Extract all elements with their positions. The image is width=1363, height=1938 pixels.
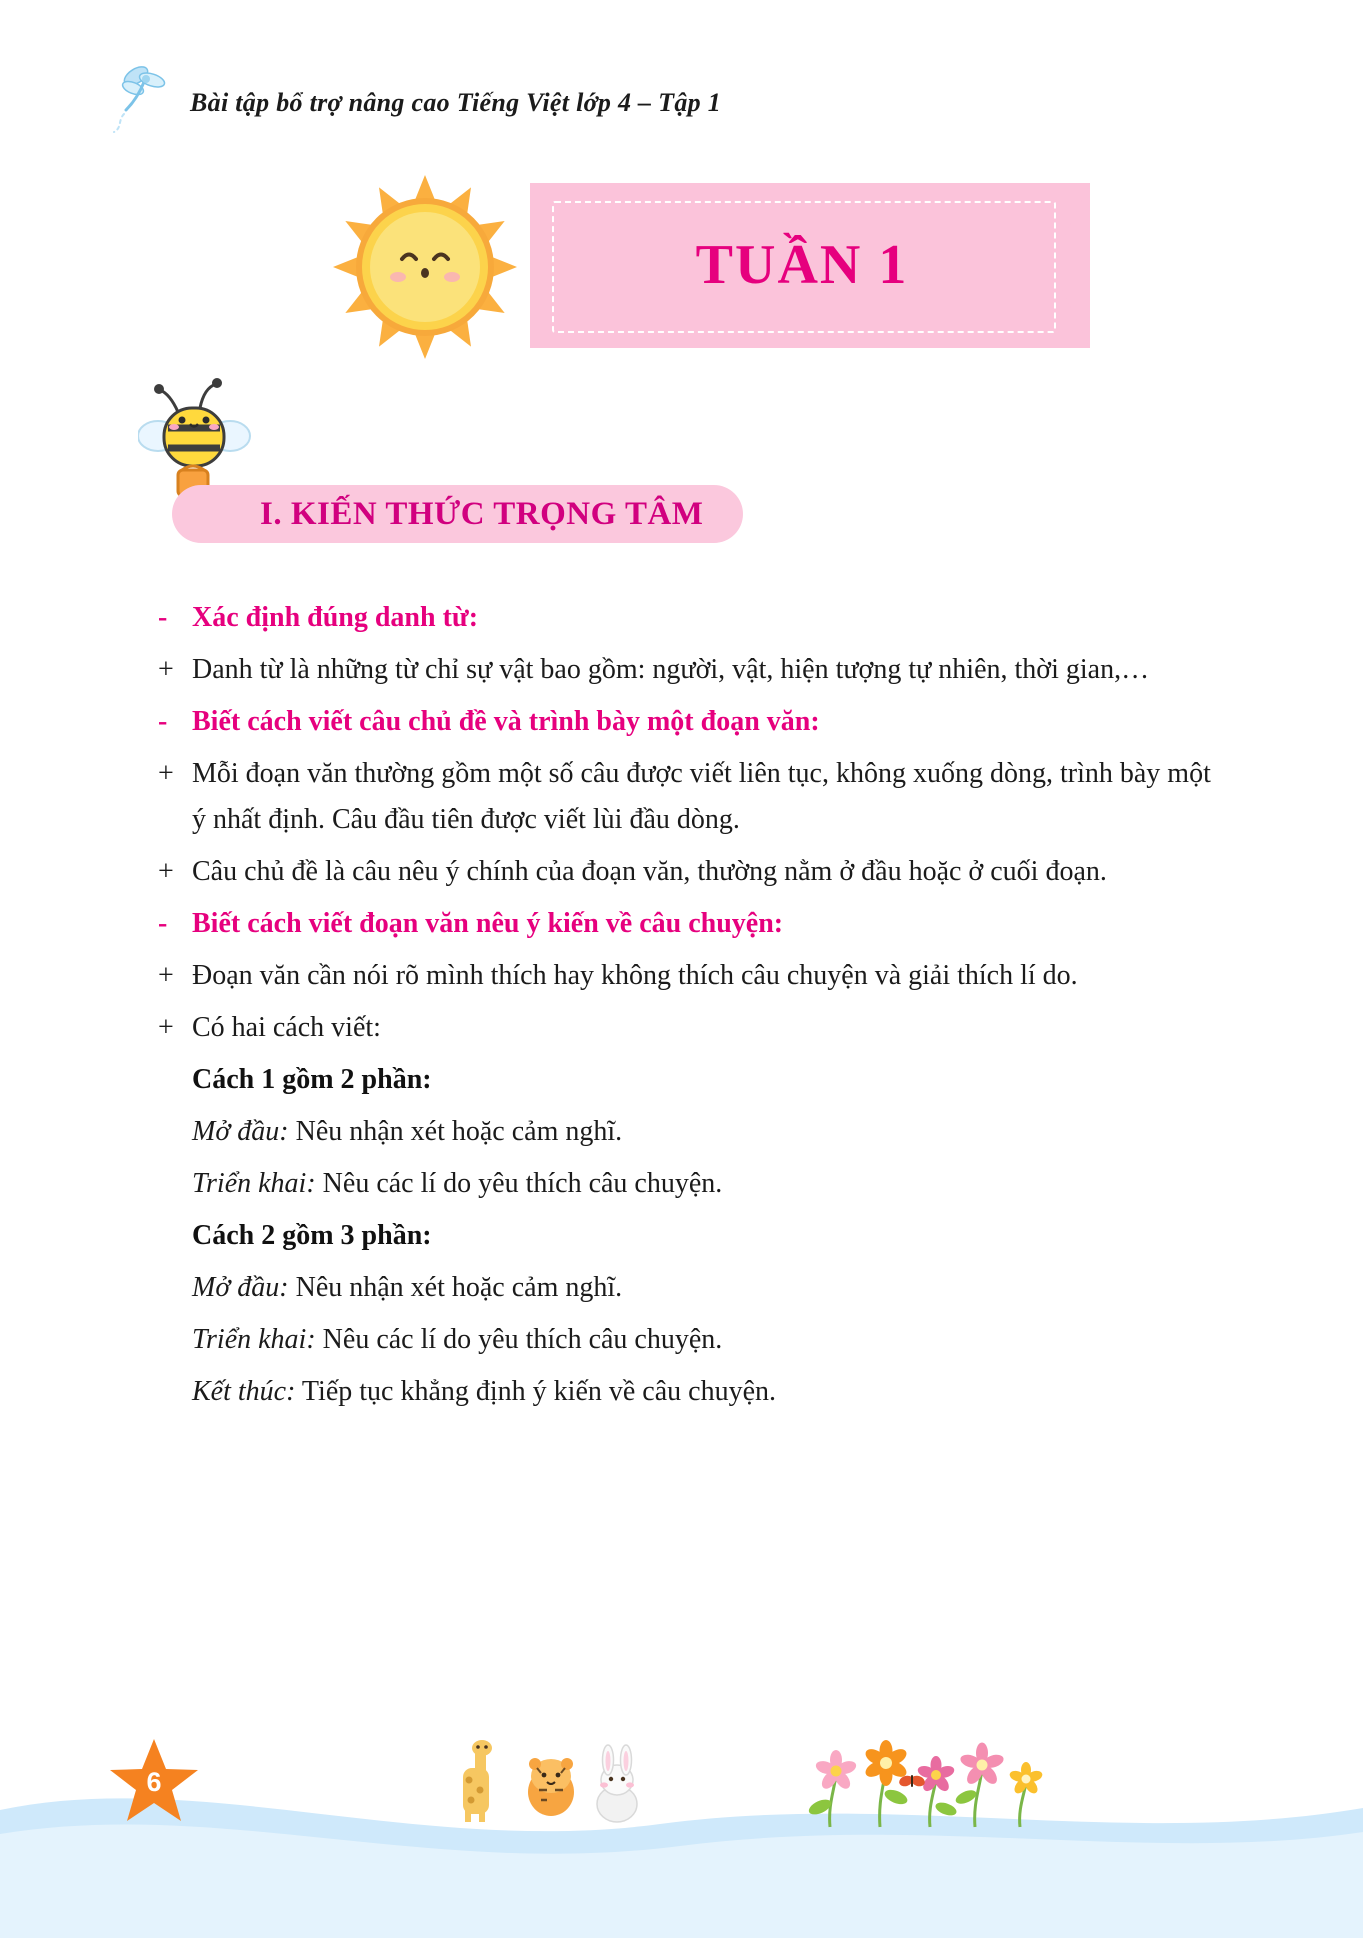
wave-icon (0, 1738, 1363, 1938)
rabbit-icon (597, 1745, 637, 1822)
method-2-part-1-text: Nêu nhận xét hoặc cảm nghĩ. (295, 1272, 623, 1303)
knowledge-heading-1: Xác định đúng danh từ: (192, 602, 479, 633)
section-title: I. KIẾN THỨC TRỌNG TÂM (260, 495, 704, 532)
method-2-part-3-label: Kết thúc: (192, 1376, 296, 1407)
page-number: 6 (146, 1766, 162, 1797)
knowledge-text-4: Đoạn văn cần nói rõ mình thích hay không thích câu chuyện và giải thích lí do. (192, 960, 1078, 991)
footer-animals-group (455, 1738, 665, 1826)
knowledge-text-2: Mỗi đoạn văn thường gồm một số câu được viết liên tục, không xuống dòng, trình bày một ý nhất định. Câu đầu tiên được viết lùi đầu dòng. (192, 758, 1211, 835)
method-2-part-3-text: Tiếp tục khẳng định ý kiến về câu chuyện. (301, 1376, 777, 1407)
giraffe-icon (463, 1740, 492, 1822)
running-title: Bài tập bổ trợ nâng cao Tiếng Việt lớp 4 – Tập 1 (190, 88, 722, 117)
method-1-title: Cách 1 gồm 2 phần: (192, 1064, 432, 1095)
method-1-part-1-text: Nêu nhận xét hoặc cảm nghĩ. (295, 1116, 623, 1147)
content-body (158, 595, 1228, 1421)
list-item (158, 901, 1228, 947)
bullet-plus: + (158, 856, 174, 887)
method-1-part-1-label: Mở đầu: (192, 1116, 289, 1147)
method-2-part-2-text: Nêu các lí do yêu thích câu chuyện. (322, 1324, 723, 1355)
bullet-plus: + (158, 1012, 174, 1043)
bullet-dash: - (158, 908, 168, 939)
week-label: TUẦN 1 (695, 234, 909, 296)
week-banner (320, 175, 1090, 360)
list-item (158, 647, 1228, 693)
method-1-part-1 (192, 1109, 1228, 1155)
flowers-icon (800, 1735, 1050, 1830)
method-2-part-3 (192, 1369, 1228, 1415)
method-1-part-2 (192, 1161, 1228, 1207)
knowledge-text-3: Câu chủ đề là câu nêu ý chính của đoạn văn, thường nằm ở đầu hoặc ở cuối đoạn. (192, 856, 1107, 887)
method-2-title-row (192, 1213, 1228, 1259)
knowledge-heading-2: Biết cách viết câu chủ đề và trình bày một đoạn văn: (192, 706, 820, 737)
tiger-icon (528, 1758, 574, 1816)
method-2-part-2 (192, 1317, 1228, 1363)
knowledge-text-1: Danh từ là những từ chỉ sự vật bao gồm: người, vật, hiện tượng tự nhiên, thời gian,… (192, 654, 1150, 685)
sun-icon (320, 175, 530, 360)
page-header (100, 88, 1263, 134)
method-2-part-2-label: Triển khai: (192, 1324, 316, 1355)
section-title-bar (172, 485, 743, 543)
bullet-dash: - (158, 602, 168, 633)
bullet-plus: + (158, 758, 174, 789)
list-item (158, 953, 1228, 999)
bullet-dash: - (158, 706, 168, 737)
method-1-title-row (192, 1057, 1228, 1103)
method-2-part-1-label: Mở đầu: (192, 1272, 289, 1303)
knowledge-text-5: Có hai cách viết: (192, 1012, 381, 1043)
method-2-title: Cách 2 gồm 3 phần: (192, 1220, 432, 1251)
bullet-plus: + (158, 960, 174, 991)
list-item (158, 699, 1228, 745)
list-item (158, 849, 1228, 895)
list-item (158, 751, 1228, 843)
dragonfly-icon (100, 58, 190, 138)
method-2-part-1 (192, 1265, 1228, 1311)
method-1-part-2-label: Triển khai: (192, 1168, 316, 1199)
list-item (158, 1005, 1228, 1051)
list-item (158, 595, 1228, 641)
method-1-part-2-text: Nêu các lí do yêu thích câu chuyện. (322, 1168, 723, 1199)
knowledge-heading-3: Biết cách viết đoạn văn nêu ý kiến về câu chuyện: (192, 908, 784, 939)
bullet-plus: + (158, 654, 174, 685)
